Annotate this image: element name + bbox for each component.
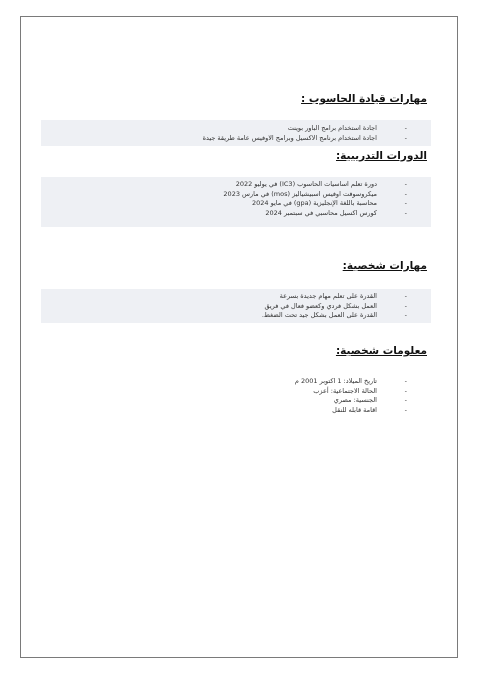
personal-skills-heading: مهارات شخصية:	[342, 260, 427, 272]
list-item: - اقامة قابله للنقل	[332, 405, 407, 414]
list-item: - محاسبة باللغة الإنجليزية (gpa) في مايو 2024	[251, 199, 407, 208]
list-item: - اجادة استخدام برامج الباور بوينت	[287, 124, 407, 132]
computer-skills-list	[202, 124, 407, 143]
list-item: - القدرة على تعلم مهام جديدة بسرعة	[279, 292, 407, 300]
list-item: - دورة تعلم اساسيات الحاسوب (IC3) في يوليو 2022	[235, 180, 407, 188]
personal-info-list	[294, 377, 407, 415]
list-item: - تاريخ الميلاد: 1 اكتوبر 2001 م	[294, 377, 407, 385]
list-item: - اجادة استخدام برنامج الاكسيل وبرامج الاوفيس عامة طريقة جيدة	[202, 133, 407, 142]
list-item: - الحالة الاجتماعية: أعزب	[313, 386, 407, 395]
list-item: - القدرة على العمل بشكل جيد تحت الضغط.	[261, 311, 407, 320]
training-courses-list	[223, 180, 407, 218]
cv-page	[20, 16, 458, 658]
list-item: - كورس اكسيل محاسبي في سبتمبر 2024	[265, 208, 407, 217]
list-item: - ميكروسوفت اوفيس اسبيشياليز (mos) في مارس 2023	[223, 189, 407, 198]
personal-skills-list	[261, 292, 407, 321]
computer-skills-heading: مهارات قيادة الحاسوب :	[301, 93, 427, 105]
list-item: - العمل بشكل فردي وكعضو فعال في فريق	[264, 301, 407, 310]
list-item: - الجنسية: مصري	[333, 396, 407, 405]
personal-info-heading: معلومات شخصية:	[335, 345, 427, 357]
training-courses-heading: الدورات التدريبية:	[335, 150, 427, 162]
